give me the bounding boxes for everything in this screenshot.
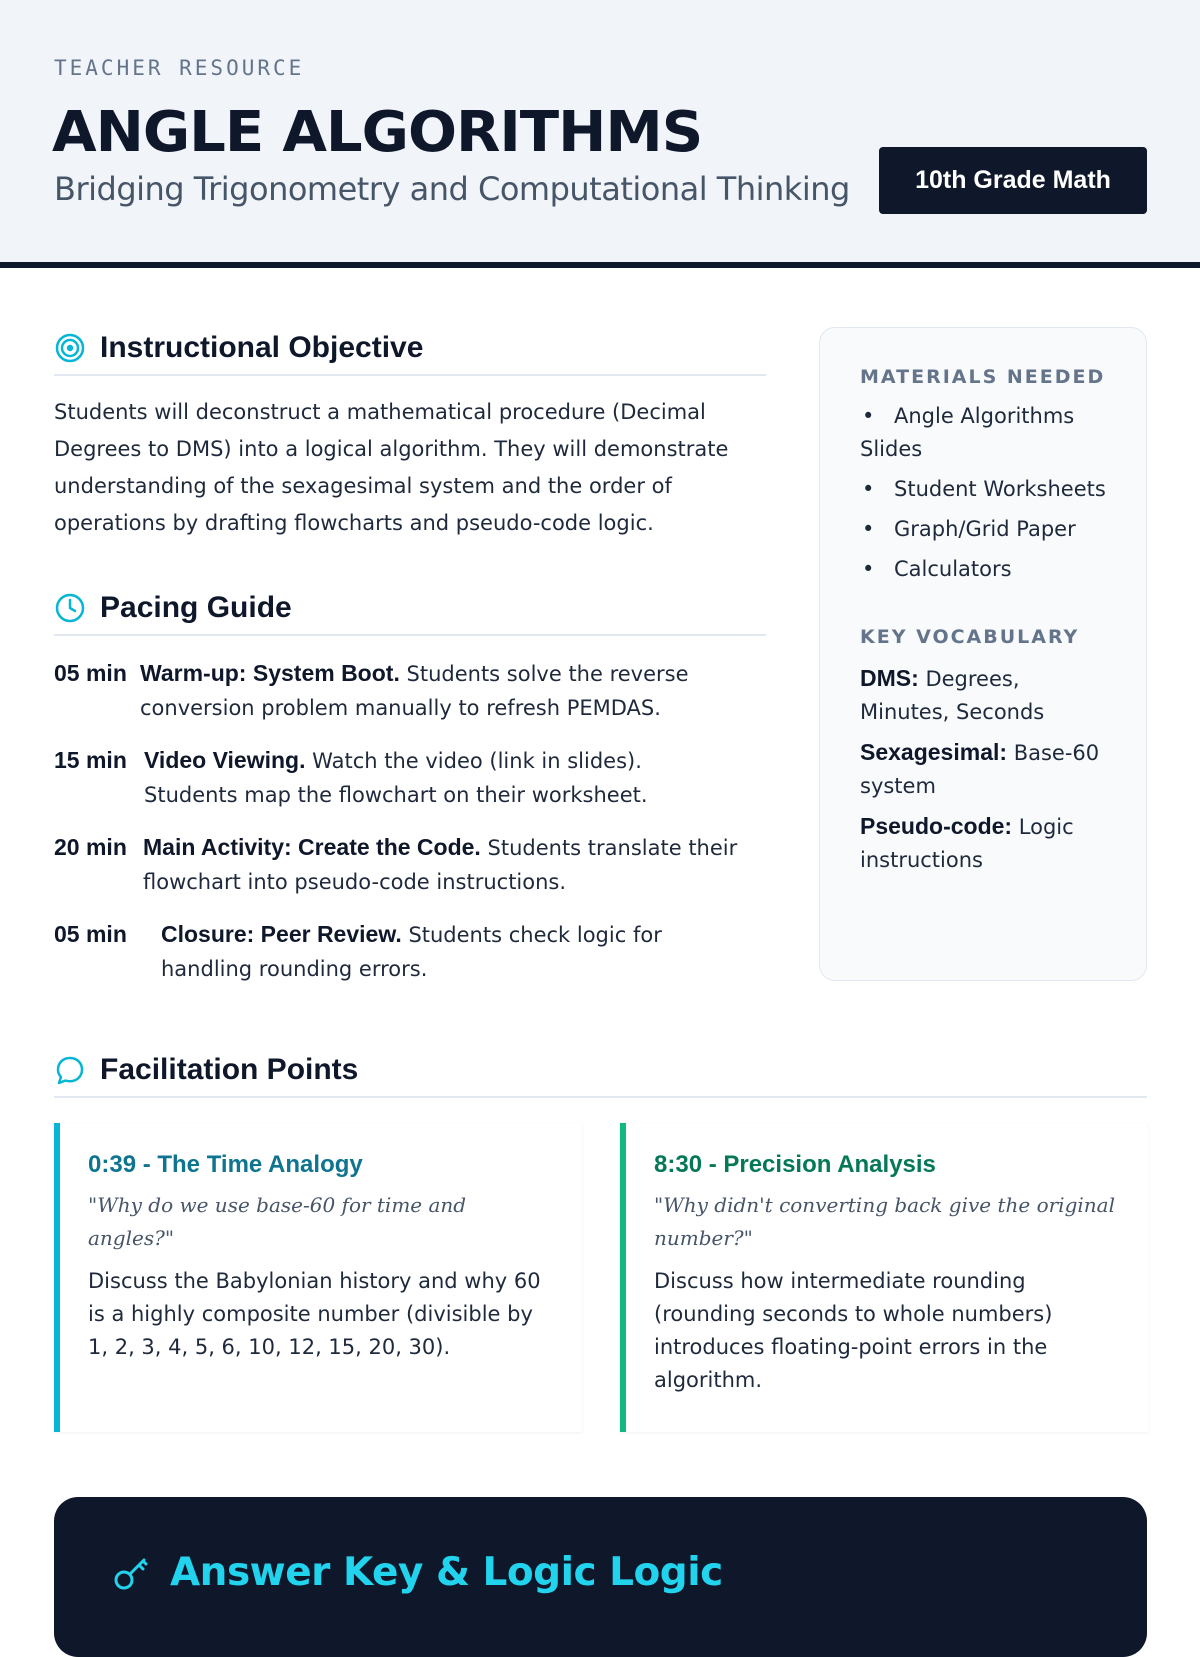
bullet-icon: • [862,517,875,541]
materials-list [860,400,1106,586]
vocab-label: KEY VOCABULARY [860,626,1080,648]
list-item [860,473,1106,506]
pacing-description [143,830,766,899]
material-text: Angle Algorithms Slides [860,404,1075,461]
eyebrow-label: TEACHER RESOURCE [54,56,305,80]
card-body: Discuss how intermediate rounding (rounding seconds to whole numbers) introduces floating-point errors in the algorithm. [654,1269,1053,1392]
pacing-description [140,656,740,725]
key-icon [112,1554,150,1592]
objective-heading [54,330,766,376]
bullet-icon: • [862,557,875,581]
pacing-item-title: Closure: Peer Review. [161,921,402,947]
vocab-definition: Degrees, Minutes, Seconds [860,667,1045,724]
pacing-time: 15 min [54,747,127,773]
pacing-item-text: Watch the video (link in slides). Students map the flowchart on their worksheet. [144,749,648,807]
page-subtitle: Bridging Trigonometry and Computational Thinking [54,170,850,208]
vocab-term: Sexagesimal: [860,739,1008,765]
pacing-description [161,917,701,986]
vocab-item [860,810,1106,877]
list-item [860,553,1106,586]
pacing-item-text: Students translate their flowchart into pseudo-code instructions. [143,836,738,894]
materials-label: MATERIALS NEEDED [860,366,1106,388]
vocab-item [860,736,1106,803]
material-text: Graph/Grid Paper [894,517,1076,541]
pacing-item-title: Main Activity: Create the Code. [143,834,481,860]
pacing-item [54,656,766,725]
material-text: Student Worksheets [894,477,1106,501]
sidebar-panel [819,327,1147,981]
facilitation-card [54,1123,582,1432]
list-item [860,400,1106,466]
card-quote: "Why do we use base-60 for time and angles?" [88,1193,467,1250]
facilitation-heading [54,1052,1147,1098]
clock-icon [54,592,86,624]
card-title: 0:39 - The Time Analogy [88,1151,363,1178]
page-title: ANGLE ALGORITHMS [52,100,703,165]
pacing-heading [54,590,766,636]
pacing-item-title: Warm-up: System Boot. [140,660,400,686]
answer-key-title: Answer Key & Logic Logic [170,1550,723,1595]
pacing-item-text: Students solve the reverse conversion problem manually to refresh PEMDAS. [140,662,689,720]
vocab-definition: Logic instructions [860,815,1074,872]
vocab-term: DMS: [860,665,919,691]
card-body: Discuss the Babylonian history and why 60 is a highly composite number (divisible by 1, 2, 3, 4, 5, 6, 10, 12, 15, 20, 30). [88,1269,541,1359]
card-quote: "Why didn't converting back give the original number?" [654,1193,1115,1250]
vocab-definition: Base-60 system [860,741,1100,798]
pacing-item-title: Video Viewing. [144,747,306,773]
speech-bubble-icon [54,1054,86,1086]
page-header [0,0,1200,268]
pacing-item [54,830,766,899]
pacing-description [144,743,684,812]
pacing-item [54,917,766,986]
pacing-title: Pacing Guide [100,591,292,624]
vocab-term: Pseudo-code: [860,813,1013,839]
bullet-icon: • [862,404,875,428]
facilitation-title: Facilitation Points [100,1053,359,1086]
pacing-time: 20 min [54,834,127,860]
bullet-icon: • [862,477,875,501]
pacing-time: 05 min [54,921,127,947]
vocab-list [860,662,1106,877]
target-icon [54,332,86,364]
grade-badge: 10th Grade Math [879,147,1147,214]
vocab-item [860,662,1106,729]
list-item [860,513,1106,546]
objective-text: Students will deconstruct a mathematical procedure (Decimal Degrees to DMS) into a logical algorithm. They will demonstrate understanding of the sexagesimal system and the order of operations by drafting flowcharts and pseudo-code logic. [54,400,729,535]
pacing-item-text: Students check logic for handling rounding errors. [161,923,662,981]
facilitation-card [620,1123,1148,1432]
answer-key-heading [112,1550,723,1595]
objective-title: Instructional Objective [100,331,424,364]
pacing-time: 05 min [54,660,127,686]
card-title: 8:30 - Precision Analysis [654,1151,936,1178]
material-text: Calculators [894,557,1012,581]
pacing-item [54,743,766,812]
